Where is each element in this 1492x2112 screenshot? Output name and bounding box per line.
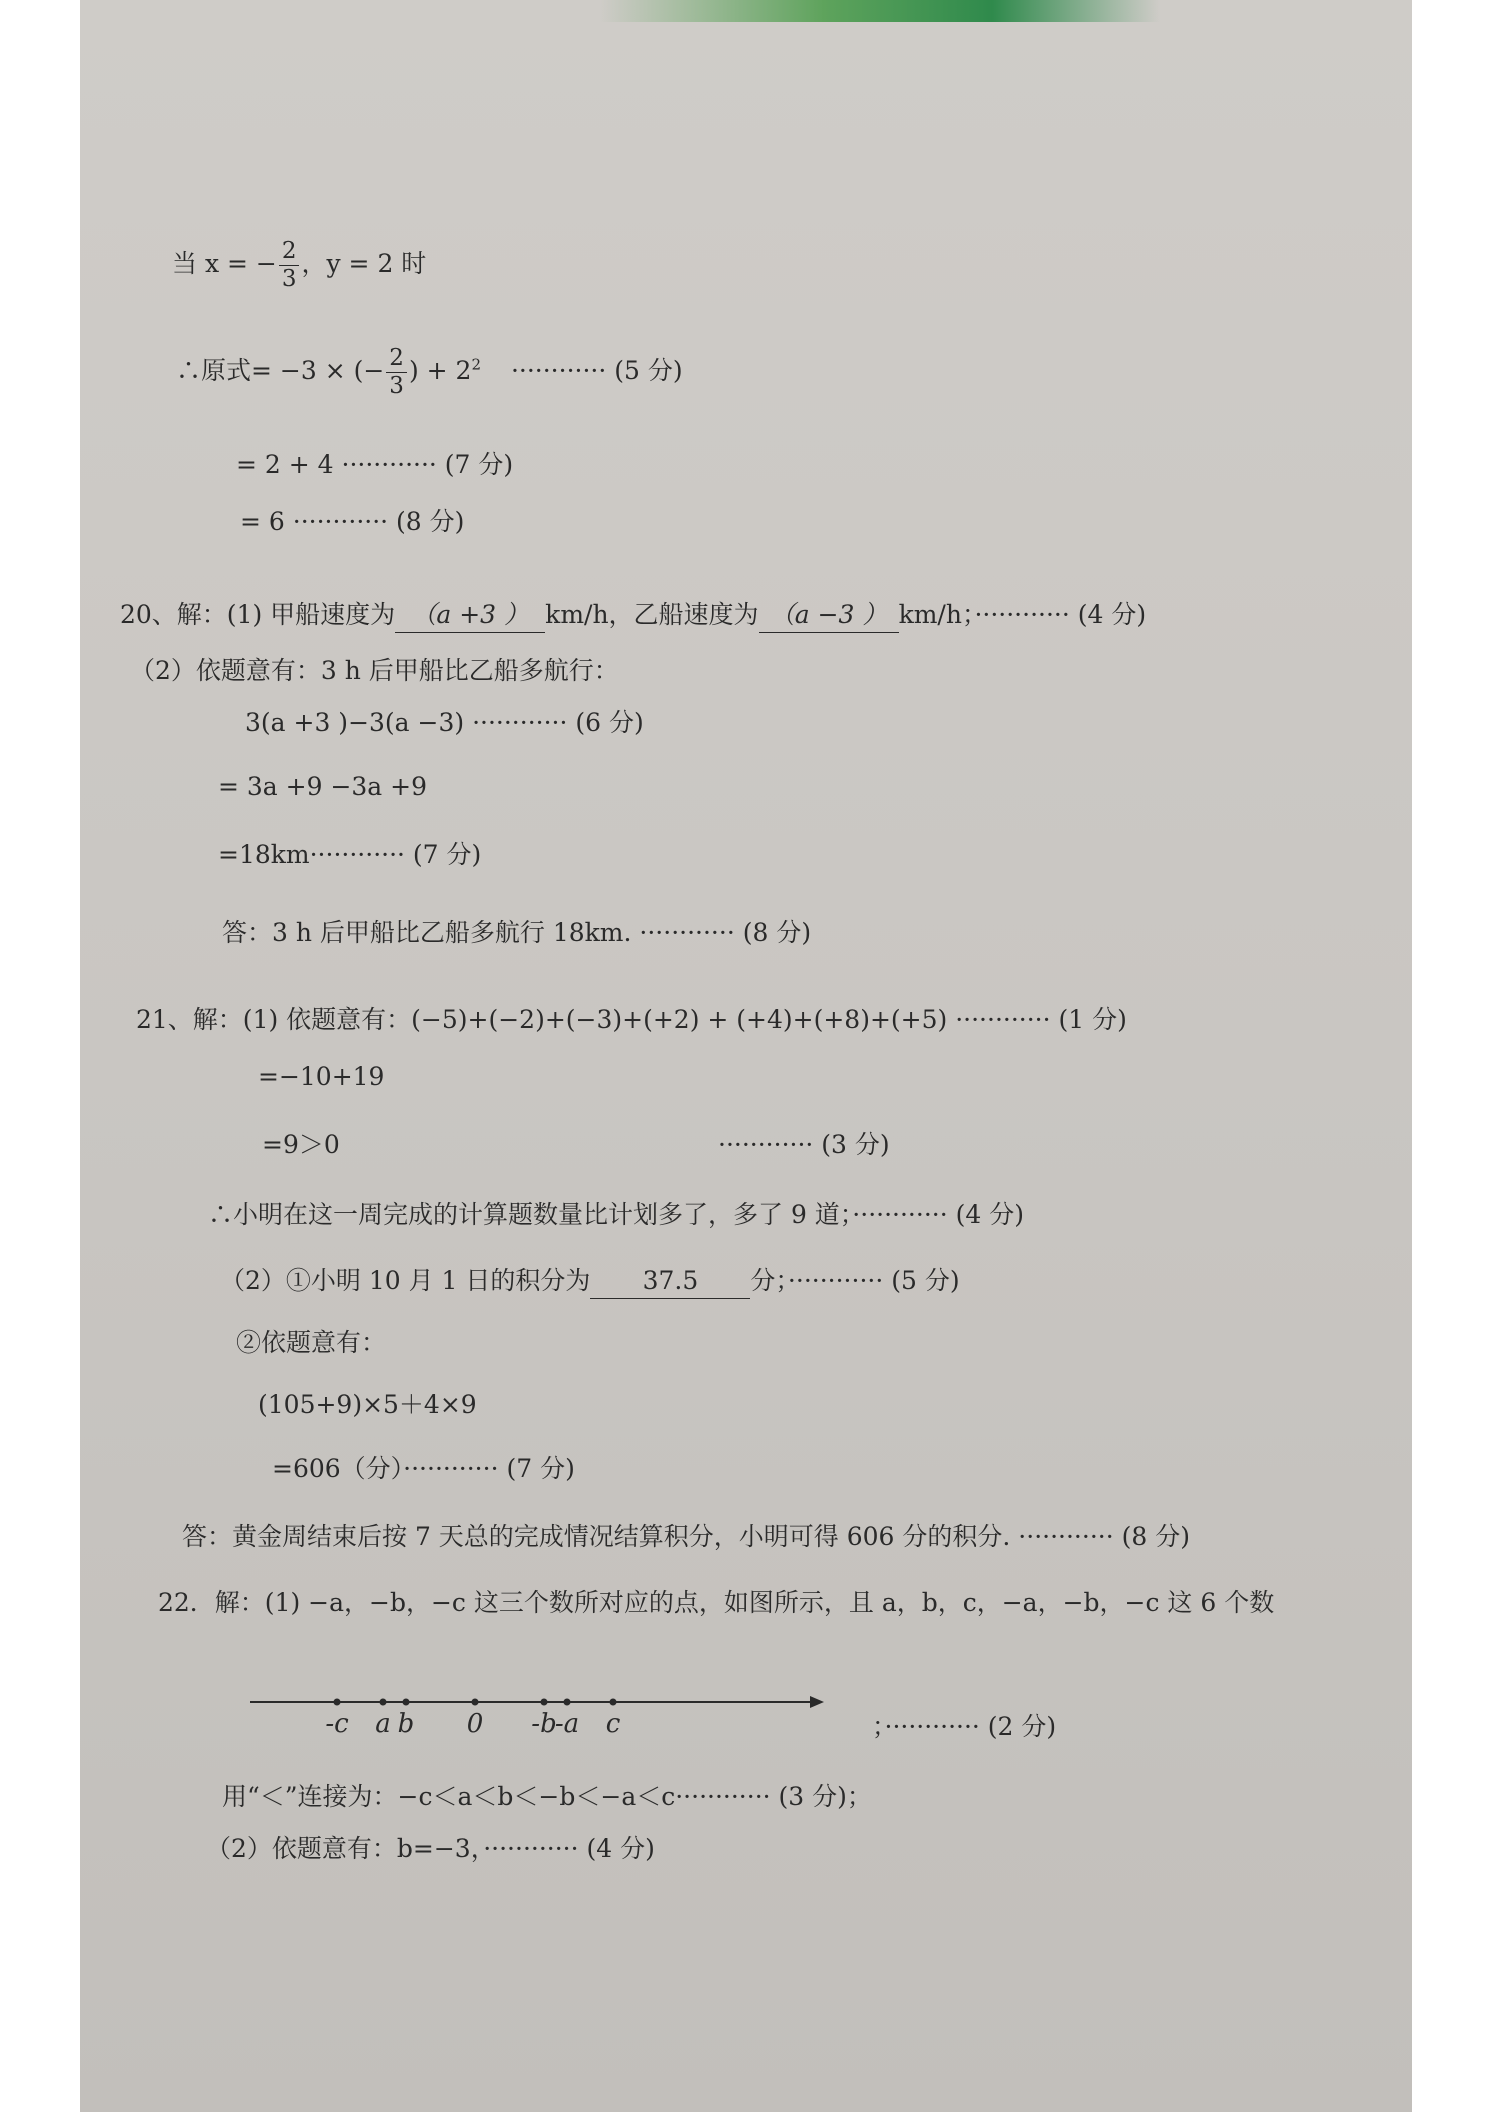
number-line-point [380, 1699, 387, 1706]
q22-line-2: 用“＜”连接为：−c＜a＜b＜−b＜−a＜c············ (3 分)； [222, 1782, 872, 1811]
q21-line-3 [262, 1128, 890, 1162]
green-photo-edge [600, 0, 1160, 22]
q20-line-1 [120, 598, 1146, 633]
number-line-label: -c [325, 1709, 349, 1739]
q19-condition-text: 当 x = − [172, 249, 277, 278]
q19-expr-fraction [386, 345, 407, 400]
q19-score-5: ············ (5 分) [510, 356, 683, 385]
q21-part2-suffix: 分；············ (5 分) [750, 1266, 960, 1295]
q20-answer-blank-1: （a +3 ） [395, 598, 545, 633]
q21-line-1: 21、解：(1) 依题意有：(−5)+(−2)+(−3)+(+2) + (+4)+(+8)+(+5) ············ (1 分) [136, 1005, 1127, 1034]
fraction-numerator: 2 [386, 345, 407, 373]
q19-line-1 [176, 345, 683, 400]
q19-expr-tail: ) + 2 [408, 356, 472, 385]
q19-expr-text: ∴原式= −3 × (− [176, 356, 385, 385]
q19-condition-tail: ，y = 2 时 [301, 249, 427, 278]
number-line-point [564, 1699, 571, 1706]
q21-line-5 [220, 1264, 960, 1299]
fraction-numerator: 2 [279, 238, 300, 266]
q19-condition-fraction [279, 238, 300, 293]
q22-numline-score: ；············ (2 分) [872, 1712, 1057, 1741]
q21-answer-blank: 37.5 [590, 1264, 750, 1299]
number-line-label: b [397, 1709, 415, 1739]
number-line-point [541, 1699, 548, 1706]
number-line-label: -a [554, 1709, 580, 1739]
fraction-denominator: 3 [281, 266, 297, 292]
q19-line-3: = 6 ············ (8 分) [240, 507, 465, 536]
number-line-arrow [810, 1696, 824, 1708]
q20-line-2: （2）依题意有：3 h 后甲船比乙船多航行： [130, 656, 619, 685]
q20-line-5: =18km············ (7 分) [218, 840, 482, 869]
q20-middle: km/h，乙船速度为 [545, 600, 759, 629]
number-line-label: a [375, 1709, 391, 1739]
q21-line-2: =−10+19 [258, 1062, 385, 1091]
q22-line-1: 22．解：(1) −a，−b，−c 这三个数所对应的点，如图所示，且 a，b，c，−a，−b，−c 这 6 个数 [158, 1588, 1275, 1617]
q21-result: =9＞0 [262, 1130, 340, 1159]
number-line-label: c [605, 1709, 621, 1739]
q22-line-3: （2）依题意有：b=−3，············ (4 分) [206, 1834, 655, 1863]
number-line-point [472, 1699, 479, 1706]
q20-line-6: 答：3 h 后甲船比乙船多航行 18km. ············ (8 分) [222, 918, 812, 947]
q20-suffix: km/h；············ (4 分) [898, 600, 1147, 629]
number-line-label: -b [531, 1709, 557, 1739]
q21-line-7: (105+9)×5＋4×9 [258, 1390, 477, 1419]
number-line [240, 1680, 840, 1740]
q19-exponent: 2 [471, 355, 481, 374]
q21-line-4: ∴小明在这一周完成的计算题数量比计划多了，多了 9 道；············ (4 分) [208, 1200, 1024, 1229]
q21-line-6: ②依题意有： [236, 1328, 387, 1357]
q21-line-8: =606（分）············ (7 分) [272, 1454, 575, 1483]
number-line-point [403, 1699, 410, 1706]
q19-line-2: = 2 + 4 ············ (7 分) [236, 450, 514, 479]
q20-prefix: 20、解：(1) 甲船速度为 [120, 600, 396, 629]
fraction-denominator: 3 [389, 373, 404, 399]
number-line-label: 0 [466, 1709, 484, 1739]
q21-line-9: 答：黄金周结束后按 7 天总的完成情况结算积分，小明可得 606 分的积分. ············ (8 分) [182, 1522, 1190, 1551]
q20-line-4: = 3a +9 −3a +9 [218, 772, 428, 801]
number-line-point [334, 1699, 341, 1706]
q20-line-3: 3(a +3 )−3(a −3) ············ (6 分) [245, 708, 644, 737]
q21-part2-prefix: （2）①小明 10 月 1 日的积分为 [220, 1266, 591, 1295]
q21-score-3: ············ (3 分) [718, 1130, 890, 1159]
q20-answer-blank-2: （a −3 ） [759, 598, 899, 633]
q19-condition [172, 238, 426, 293]
number-line-points [325, 1699, 620, 1740]
number-line-point [610, 1699, 617, 1706]
